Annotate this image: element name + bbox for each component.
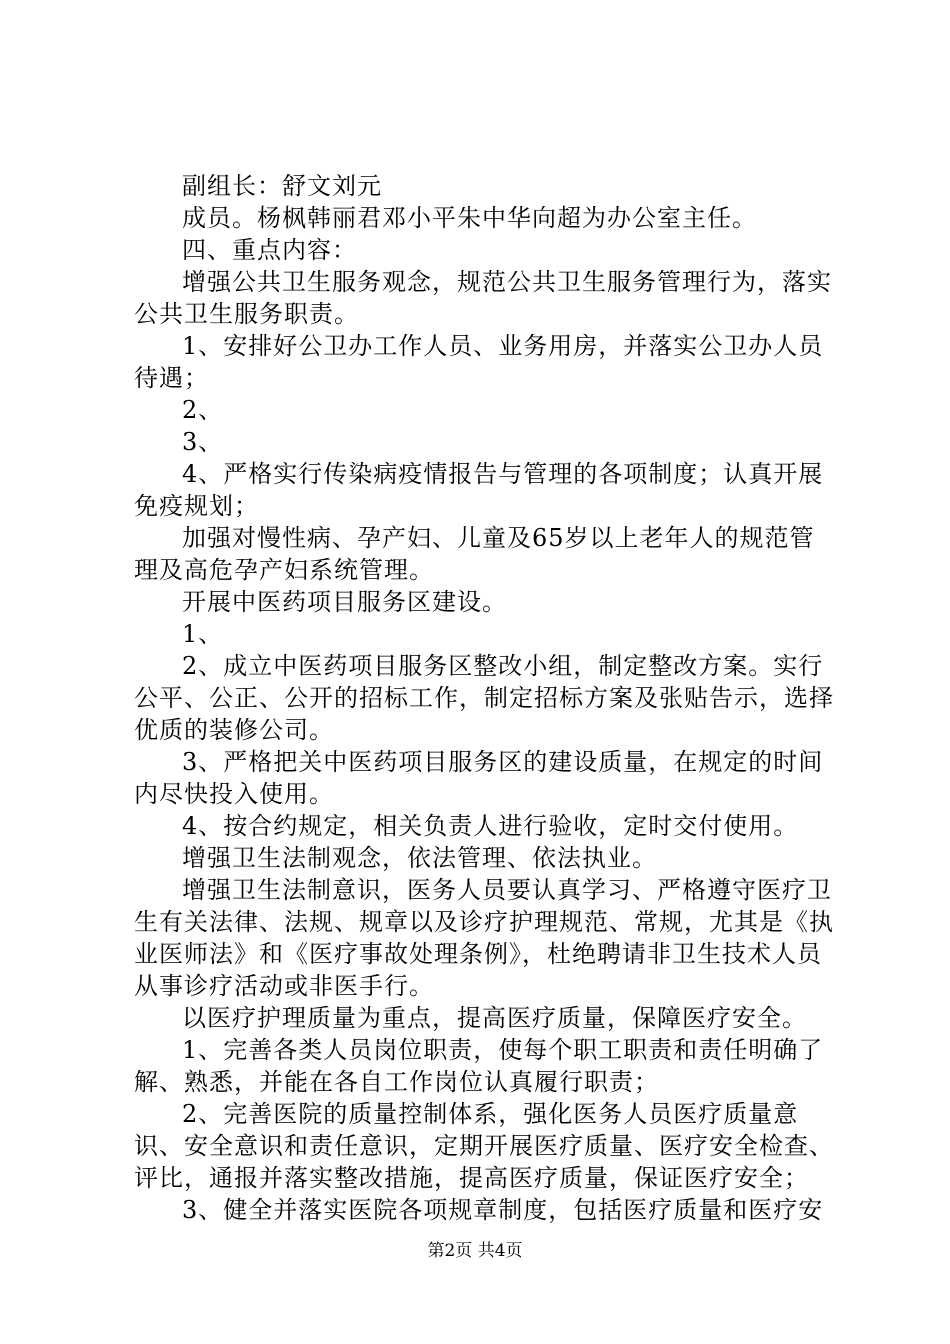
paragraph-section-heading: 四、重点内容： — [182, 236, 357, 264]
paragraph-tcm-heading: 开展中医药项目服务区建设。 — [182, 588, 507, 616]
page-number-footer: 第2页 共4页 — [427, 1241, 523, 1261]
document-body — [134, 170, 834, 1226]
paragraph-item: 3、健全并落实医院各项规章制度，包括医疗质量和医疗安 — [182, 1196, 824, 1224]
paragraph-item: 4、严格实行传染病疫情报告与管理的各项制度；认真开展免疫规划； — [134, 460, 824, 520]
paragraph-quality-heading: 以医疗护理质量为重点，提高医疗质量，保障医疗安全。 — [182, 1004, 807, 1032]
paragraph-item: 4、按合约规定，相关负责人进行验收，定时交付使用。 — [182, 812, 799, 840]
paragraph-law-body: 增强卫生法制意识，医务人员要认真学习、严格遵守医疗卫生有关法律、法规、规章以及诊疗护理规范、常规，尤其是《执业医师法》和《医疗事故处理条例》，杜绝聘请非卫生技术人员从事诊疗活动或非医手行。 — [134, 876, 834, 1000]
paragraph-public-health: 增强公共卫生服务观念，规范公共卫生服务管理行为，落实公共卫生服务职责。 — [134, 268, 832, 328]
paragraph-item: 2、 — [182, 396, 224, 424]
paragraph-item: 2、完善医院的质量控制体系，强化医务人员医疗质量意识、安全意识和责任意识，定期开展医疗质量、医疗安全检查、评比，通报并落实整改措施，提高医疗质量，保证医疗安全； — [134, 1100, 834, 1192]
paragraph-law-heading: 增强卫生法制观念，依法管理、依法执业。 — [182, 844, 657, 872]
paragraph-deputy-leader: 副组长：舒文刘元 — [182, 172, 382, 200]
paragraph-item: 1、完善各类人员岗位职责，使每个职工职责和责任明确了解、熟悉，并能在各自工作岗位认真履行职责； — [134, 1036, 824, 1096]
paragraph-item: 3、严格把关中医药项目服务区的建设质量，在规定的时间内尽快投入使用。 — [134, 748, 824, 808]
paragraph-item: 1、安排好公卫办工作人员、业务用房，并落实公卫办人员待遇； — [134, 332, 824, 392]
paragraph-chronic-disease: 加强对慢性病、孕产妇、儿童及65岁以上老年人的规范管理及高危孕产妇系统管理。 — [134, 524, 815, 584]
paragraph-item: 3、 — [182, 428, 224, 456]
paragraph-members: 成员。杨枫韩丽君邓小平朱中华向超为办公室主任。 — [182, 204, 757, 232]
paragraph-item: 2、成立中医药项目服务区整改小组，制定整改方案。实行公平、公正、公开的招标工作，制定招标方案及张贴告示，选择优质的装修公司。 — [134, 652, 834, 744]
paragraph-item: 1、 — [182, 620, 224, 648]
